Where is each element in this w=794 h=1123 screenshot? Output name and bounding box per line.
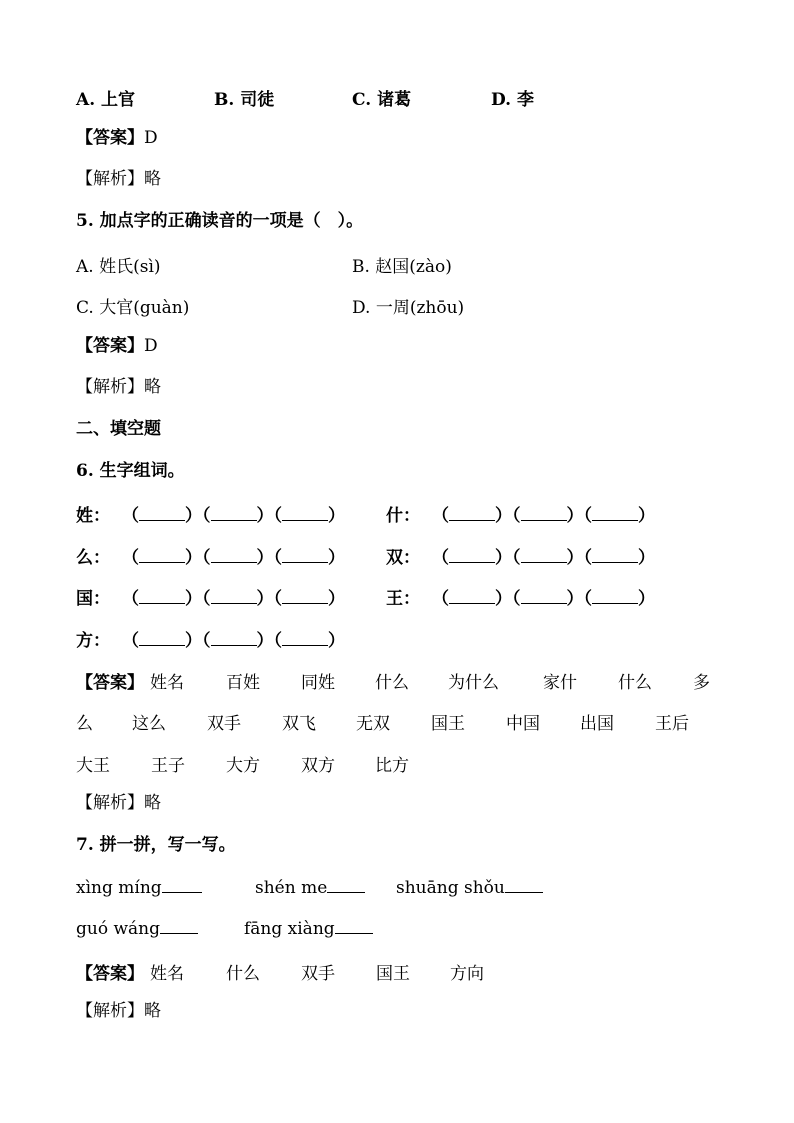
fill-blank[interactable]	[521, 588, 567, 604]
analysis-label: 【解析】	[76, 377, 144, 397]
answer-word: 方向	[450, 964, 484, 984]
answer-label: 【答案】	[76, 128, 144, 148]
answer-word: 中国	[506, 714, 540, 734]
pinyin: guó wáng	[76, 919, 160, 939]
analysis-label: 【解析】	[76, 1001, 144, 1021]
analysis-label: 【解析】	[76, 793, 144, 813]
q6-blank-group: （ ）（ ）（ ）	[122, 631, 345, 651]
fill-blank[interactable]	[592, 588, 638, 604]
fill-blank[interactable]	[521, 547, 567, 563]
q6-char: 么：	[76, 548, 110, 568]
q4-option-d: D. 李	[491, 90, 534, 110]
q6-analysis-value: 略	[144, 793, 161, 813]
answer-word: 出国	[580, 714, 614, 734]
answer-word: 双手	[301, 964, 335, 984]
fill-blank[interactable]	[282, 630, 328, 646]
q7-analysis-value: 略	[144, 1001, 161, 1021]
fill-blank[interactable]	[211, 505, 257, 521]
fill-blank[interactable]	[505, 877, 543, 893]
answer-word: 无双	[356, 714, 390, 734]
answer-word: 大王	[76, 756, 110, 776]
q6-stem: 6. 生字组词。	[76, 461, 185, 481]
q7-analysis	[76, 1000, 161, 1022]
q6-char: 方：	[76, 631, 110, 651]
answer-word: 什么	[618, 673, 652, 693]
answer-word: 百姓	[226, 673, 260, 693]
fill-blank[interactable]	[327, 877, 365, 893]
q4-option-a: A. 上官	[76, 90, 136, 110]
q4-answer	[76, 127, 158, 149]
q4-analysis-value: 略	[144, 169, 161, 189]
fill-blank[interactable]	[139, 630, 185, 646]
fill-blank[interactable]	[521, 505, 567, 521]
fill-blank[interactable]	[160, 918, 198, 934]
q7-item	[396, 877, 543, 898]
answer-word: 同姓	[301, 673, 335, 693]
q5-option-a: A. 姓氏(sì)	[76, 257, 161, 277]
answer-word: 大方	[226, 756, 260, 776]
answer-word: 什么	[375, 673, 409, 693]
fill-blank[interactable]	[139, 588, 185, 604]
analysis-label: 【解析】	[76, 169, 144, 189]
fill-blank[interactable]	[282, 588, 328, 604]
pinyin: xìng míng	[76, 878, 162, 898]
q6-char: 什：	[386, 506, 420, 526]
q6-analysis	[76, 792, 161, 814]
fill-blank[interactable]	[449, 547, 495, 563]
fill-blank[interactable]	[592, 547, 638, 563]
fill-blank[interactable]	[592, 505, 638, 521]
answer-word: 比方	[375, 756, 409, 776]
q4-option-b: B. 司徒	[214, 90, 275, 110]
q5-analysis-value: 略	[144, 377, 161, 397]
answer-word: 为什么	[448, 673, 499, 693]
pinyin: shén me	[255, 878, 328, 898]
answer-word: 王后	[655, 714, 689, 734]
q7-item	[76, 877, 202, 898]
answer-word: 双方	[301, 756, 335, 776]
q5-stem: 5. 加点字的正确读音的一项是（ ）。	[76, 211, 364, 231]
answer-word: 国王	[431, 714, 465, 734]
q6-char: 双：	[386, 548, 420, 568]
q6-char: 姓：	[76, 506, 110, 526]
q7-item	[244, 918, 373, 939]
answer-word: 多	[693, 673, 710, 693]
answer-word: 双飞	[282, 714, 316, 734]
fill-blank[interactable]	[282, 547, 328, 563]
answer-word: 这么	[132, 714, 166, 734]
answer-word: 双手	[207, 714, 241, 734]
q7-stem: 7. 拼一拼，写一写。	[76, 835, 236, 855]
answer-word: 国王	[376, 964, 410, 984]
q4-analysis	[76, 168, 161, 190]
answer-label: 【答案】	[76, 673, 144, 693]
q6-blank-group: （ ）（ ）（ ）	[122, 548, 345, 568]
fill-blank[interactable]	[449, 588, 495, 604]
q4-answer-value: D	[144, 128, 158, 148]
q6-char: 国：	[76, 589, 110, 609]
fill-blank[interactable]	[335, 918, 373, 934]
section2-title: 二、填空题	[76, 419, 161, 439]
answer-label: 【答案】	[76, 336, 144, 356]
q5-option-b: B. 赵国(zào)	[352, 257, 452, 277]
q5-option-d: D. 一周(zhōu)	[352, 298, 465, 318]
answer-word: 姓名	[150, 673, 184, 693]
fill-blank[interactable]	[139, 547, 185, 563]
fill-blank[interactable]	[282, 505, 328, 521]
answer-word: 姓名	[150, 964, 184, 984]
q5-option-c: C. 大官(guàn)	[76, 298, 190, 318]
answer-word: 么	[76, 714, 93, 734]
q5-answer-value: D	[144, 336, 158, 356]
q7-item	[255, 877, 365, 898]
q6-blank-group: （ ）（ ）（ ）	[432, 506, 655, 526]
q6-char: 王：	[386, 589, 420, 609]
fill-blank[interactable]	[162, 877, 202, 893]
answer-word: 家什	[543, 673, 577, 693]
fill-blank[interactable]	[211, 547, 257, 563]
q6-blank-group: （ ）（ ）（ ）	[122, 589, 345, 609]
fill-blank[interactable]	[449, 505, 495, 521]
pinyin: fāng xiàng	[244, 919, 335, 939]
q4-option-c: C. 诸葛	[352, 90, 412, 110]
q6-blank-group: （ ）（ ）（ ）	[432, 589, 655, 609]
q6-blank-group: （ ）（ ）（ ）	[432, 548, 655, 568]
q5-answer	[76, 335, 158, 357]
q6-blank-group: （ ）（ ）（ ）	[122, 506, 345, 526]
answer-word: 王子	[151, 756, 185, 776]
answer-label: 【答案】	[76, 964, 144, 984]
fill-blank[interactable]	[211, 630, 257, 646]
q5-analysis	[76, 376, 161, 398]
fill-blank[interactable]	[139, 505, 185, 521]
pinyin: shuāng shǒu	[396, 878, 505, 898]
fill-blank[interactable]	[211, 588, 257, 604]
q7-item	[76, 918, 198, 939]
answer-word: 什么	[226, 964, 260, 984]
